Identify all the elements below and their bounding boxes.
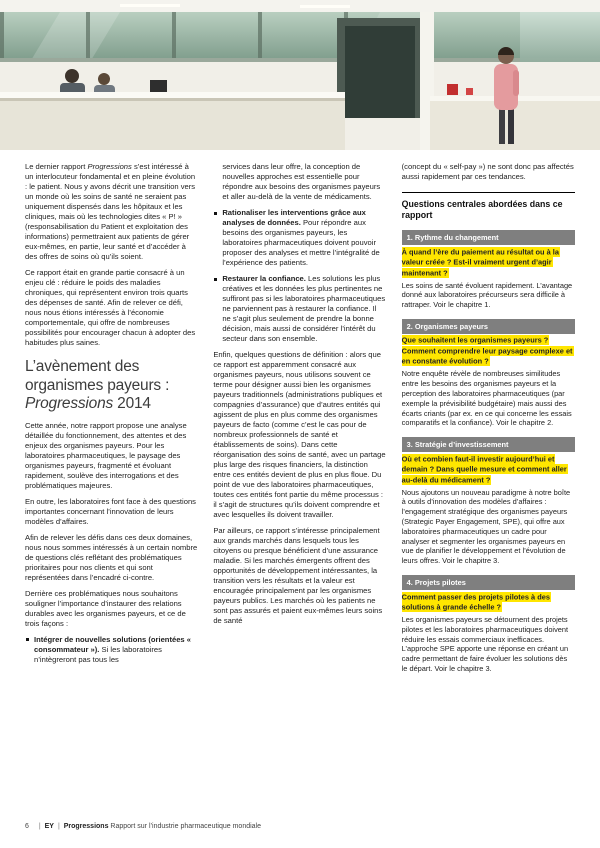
heading-line: organismes payeurs : bbox=[25, 376, 170, 394]
highlighted-question-text: Où et combien faut-il investir aujourd’hui et demain ? Dans quelle mesure et comment aller au-delà du médicament ? bbox=[401, 454, 567, 485]
photo-doorway bbox=[337, 18, 423, 118]
bullet-lead: Rationaliser les interventions grâce aux analyses de données. bbox=[222, 208, 366, 227]
bullet-text: Pour répondre aux besoins des organismes payeurs, les laboratoires pharmaceutiques doivent pouvoir proposer des analyses et mettre l’intégralité de l’expérience des patients. bbox=[222, 218, 380, 267]
sidebar-answer: Nous ajoutons un nouveau paradigme à notre boîte à outils d’innovation des modèles d’affaires : l’engagement stratégique des organismes payeurs (Strategic Payer Engagement, SPE), qui offre aux laboratoires pharmaceutiques un cadre pour analyser et segmenter les organismes payeurs en vue de planifier le développement et l’évolution de leurs offres. Voir le chapitre 3. bbox=[401, 487, 571, 566]
sidebar-title: Questions centrales abordées dans ce rapport bbox=[401, 199, 563, 220]
bullet-lead: Restaurer la confiance. bbox=[222, 274, 306, 283]
paragraph: En outre, les laboratoires font face à des questions importantes concernant l’innovation de leurs modèles d’affaires. bbox=[25, 496, 196, 526]
key-questions-box bbox=[402, 192, 575, 674]
sidebar-question bbox=[402, 592, 575, 613]
footer-separator: | bbox=[38, 823, 41, 830]
sidebar-question bbox=[402, 454, 575, 486]
section-heading bbox=[25, 358, 198, 414]
page-footer bbox=[25, 823, 261, 830]
paragraph: Afin de relever les défis dans ces deux domaines, nous nous sommes intéressés à un certain nombre de questions clés reflétant des problématiques prioritaires pour nos clients et qui sont représentées dans l’encadré ci-contre. bbox=[25, 532, 198, 582]
column-middle bbox=[213, 162, 386, 674]
sidebar-question bbox=[402, 336, 575, 368]
paragraph: Derrière ces problématiques nous souhaitons souligner l’importance d’instaurer des relations durables avec les organismes payeurs, et ce de trois façons : bbox=[25, 588, 186, 628]
footer-separator: | bbox=[57, 823, 60, 830]
highlighted-question-text: À quand l’ère du paiement au résultat ou à la valeur créée ? Est-il vraiment urgent d’agir maintenant ? bbox=[401, 247, 559, 277]
sidebar-answer: Notre enquête révèle de nombreuses similitudes entre les besoins des organismes payeurs et la perception des laboratoires pharmaceutiques (par exemple la prévisibilité budgétaire) mais aussi des écarts criants (par ex. en ce qui concerne les essais comparatifs et la confiance). Voir le chapitre 2. bbox=[401, 369, 572, 428]
paragraph: Cette année, notre rapport propose une analyse détaillée du fonctionnement, des attentes et des enjeux des organismes payeurs. Pour les laboratoires pharmaceutiques, le paysage des organismes payeurs, fragmenté et évoluant rapidement, soulève des interrogations et des problématiques majeures. bbox=[25, 420, 187, 490]
heading-year: 2014 bbox=[117, 395, 151, 412]
page-content bbox=[25, 162, 575, 674]
sidebar-section-header: 3. Stratégie d’investissement bbox=[402, 437, 575, 452]
paragraph: Ce rapport était en grande partie consacré à un enjeu clé : réduire le poids des maladies chroniques, qui représentent environ trois quarts des dépenses de santé. Afin de relever ce défi, nous nous étions intéressés à l’économie comportementale, qui offre de nombreuses possibilités pour encourager chacun à adopter des habitudes plus saines. bbox=[25, 268, 196, 347]
paragraph-continuation: services dans leur offre, la conception de nouvelles approches est essentielle pour répondre aux besoins des organismes payeurs et aller au-delà de la vente de médicaments. bbox=[222, 162, 381, 201]
sidebar-section-header: 1. Rythme du changement bbox=[402, 230, 575, 245]
highlighted-question-text: Que souhaitent les organismes payeurs ? Comment comprendre leur paysage complexe et en constante évolution ? bbox=[401, 335, 573, 366]
sidebar-question bbox=[402, 247, 575, 279]
italic-report-name: Progressions bbox=[25, 395, 114, 412]
paragraph-continuation: (concept du « self-pay ») ne sont donc pas affectés aussi rapidement par ces tendances. bbox=[401, 162, 574, 181]
column-left bbox=[25, 162, 198, 674]
sidebar-section-header: 4. Projets pilotes bbox=[402, 575, 575, 590]
sidebar-answer: Les organismes payeurs se détournent des projets pilotes et les laboratoires pharmaceutiques doivent réduire les essais commerciaux inefficaces. L’approche SPE apporte une réponse en créant un cadre permettant de faire évoluer les solutions dès le départ. Voir le chapitre 3. bbox=[401, 615, 569, 674]
clinic-photo-illustration bbox=[0, 0, 600, 150]
paragraph: Par ailleurs, ce rapport s’intéresse principalement aux grands marchés dans lesquels tous les citoyens ou presque bénéficient d’une assurance maladie. Si les marchés émergents offrent des opportunités de développement intéressantes, la transition vers les résultats et la valeur est encouragée principalement par les organismes payeurs publics. Les marchés où les patients ne sont pas assurés et paient eux-mêmes leurs soins de santé bbox=[213, 526, 383, 625]
sidebar-answer: Les soins de santé évoluent rapidement. L’avantage donné aux laboratoires précurseurs sera difficile à rattraper. Voir le chapitre 1. bbox=[401, 280, 573, 310]
bullet-lead: Intégrer de nouvelles solutions (orientées « consommateur »). bbox=[34, 634, 191, 654]
brand-ey: EY bbox=[44, 823, 54, 830]
bullet-text: Les solutions les plus créatives et les données les plus pertinentes ne suffiront pas si les laboratoires pharmaceutiques ne parviennent pas à restaurer la confiance. Il ne s’agit plus seulement de prendre la bonne décision, mais aussi de considérer l’intérêt du secteur dans son ensemble. bbox=[222, 274, 386, 343]
bullet-text: Si les laboratoires n’intègreront pas tous les bbox=[34, 644, 162, 664]
heading-line bbox=[25, 395, 198, 414]
highlighted-question-text: Comment passer des projets pilotes à des solutions à grande échelle ? bbox=[401, 592, 550, 612]
paragraph-text: Le dernier rapport bbox=[25, 162, 86, 171]
report-title: Rapport sur l’industrie pharmaceutique mondiale bbox=[110, 823, 262, 830]
sidebar-section-header: 2. Organismes payeurs bbox=[402, 319, 575, 334]
bullet-item bbox=[25, 635, 198, 665]
paragraph bbox=[25, 162, 198, 262]
page-number: 6 bbox=[25, 823, 29, 830]
heading-line: L’avènement des bbox=[25, 358, 140, 375]
italic-report-name: Progressions bbox=[87, 162, 132, 171]
photo-ceiling-light bbox=[300, 5, 350, 8]
paragraph-text: s’est intéressé à un interlocuteur fondamental et en pleine évolution : le patient. Nous y avons décrit une transition vers un monde où les soins de santé ne seraient pas uniquement dispensés dans les hôpitaux et les cliniques, mais où les technologies dites « P! » (responsabilisation du Patient et exploitation des informations) permettraient aux patients de gérer eux-mêmes, en partie, leur santé et d’accéder à des offres de soins où qu’ils soient. bbox=[25, 162, 196, 261]
header-photo bbox=[0, 0, 600, 150]
photo-ceiling-light bbox=[120, 4, 180, 7]
column-right bbox=[402, 162, 575, 674]
paragraph: Enfin, quelques questions de définition : alors que ce rapport est apparemment consacré aux organismes payeurs, nous utilisons souvent ce terme pour désigner aussi bien les organismes payeurs traditionnels (administrations publiques et compagnies d’assurance) que d’autres entités qui agissent de plus en plus comme des organismes payeurs de facto (comme c’est le cas pour de nombreux professionnels de santé et établissements de soins). Dans cette réorganisation des soins de santé, avec un partage plus large des risques financiers, la distinction entre ces entités devient de plus en plus floue. Du point de vue des laboratoires pharmaceutiques, toutes ces entités font partie du même processus : il s’agit de structures qu’ils doivent comprendre et avec lesquelles ils doivent travailler. bbox=[213, 350, 386, 519]
bullet-item bbox=[213, 208, 386, 268]
report-name: Progressions bbox=[63, 823, 109, 830]
photo-glass-right bbox=[520, 12, 600, 62]
bullet-item bbox=[213, 274, 386, 344]
